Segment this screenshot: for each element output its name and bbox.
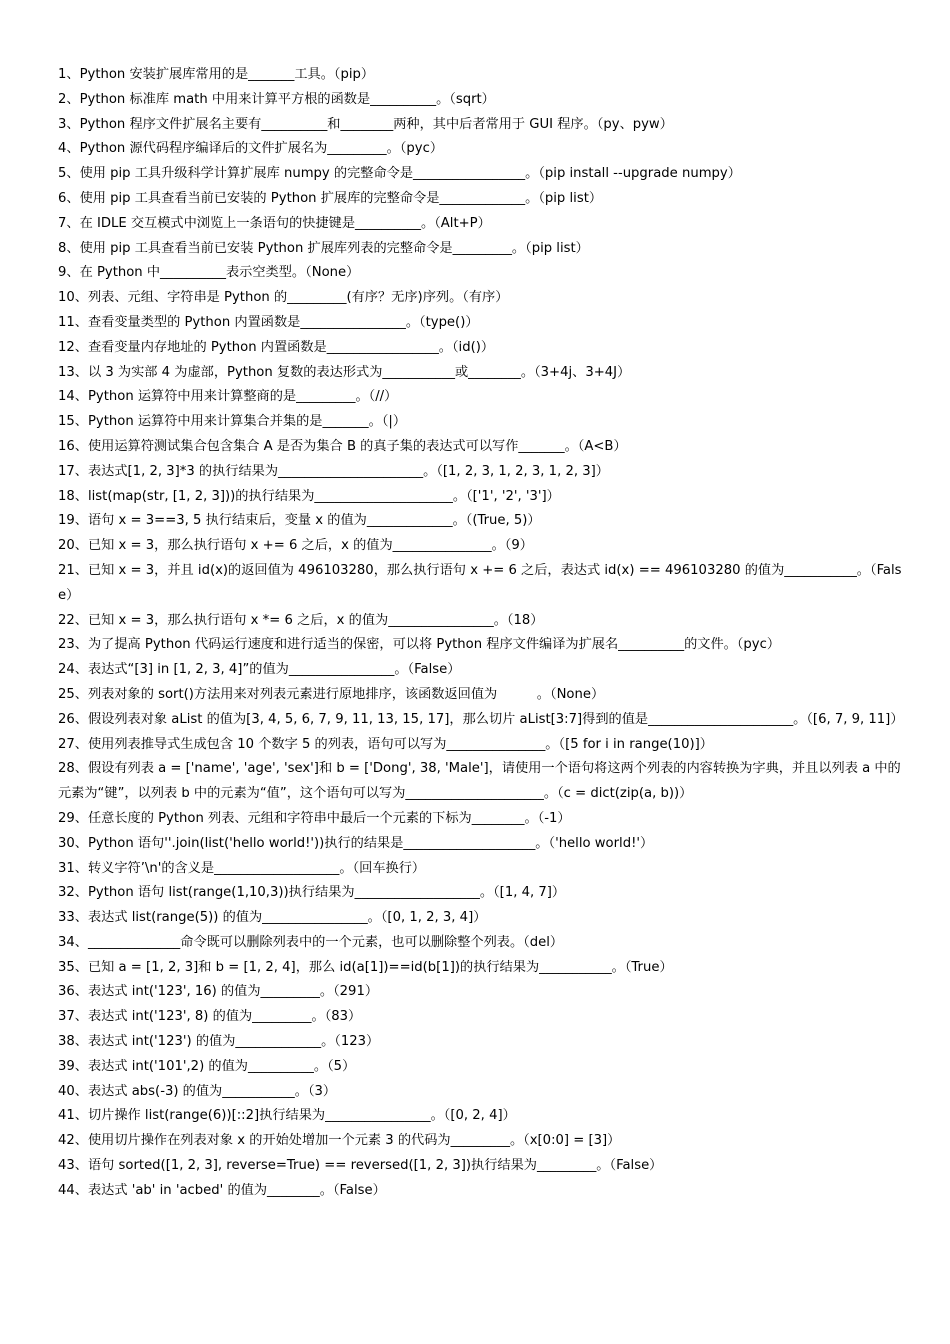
question-12: 12、查看变量内存地址的 Python 内置函数是_________________。（id()） <box>58 339 495 355</box>
question-30: 30、Python 语句''.join(list('hello world!'))执行的结果是____________________。（'hello world!'） <box>58 835 654 851</box>
question-39: 39、表达式 int('101',2) 的值为__________。（5） <box>58 1058 356 1074</box>
question-43: 43、语句 sorted([1, 2, 3], reverse=True) == reversed([1, 2, 3])执行结果为_________。（False） <box>58 1158 663 1174</box>
question-19: 19、语句 x = 3==3, 5 执行结束后，变量 x 的值为_____________。（(True, 5)） <box>58 513 541 529</box>
question-27: 27、使用列表推导式生成包含 10 个数字 5 的列表，语句可以写为_______________。（[5 for i in range(10)]） <box>58 736 713 752</box>
question-21: 21、已知 x = 3，并且 id(x)的返回值为 496103280，那么执行语句 x += 6 之后，表达式 id(x) == 496103280 的值为___________。（False） <box>58 562 902 603</box>
question-22: 22、已知 x = 3，那么执行语句 x *= 6 之后，x 的值为________________。（18） <box>58 612 544 628</box>
question-20: 20、已知 x = 3，那么执行语句 x += 6 之后，x 的值为_______________。（9） <box>58 538 533 554</box>
question-15: 15、Python 运算符中用来计算集合并集的是_______。（|） <box>58 414 407 430</box>
question-list <box>58 63 910 1204</box>
question-16: 16、使用运算符测试集合包含集合 A 是否为集合 B 的真子集的表达式可以写作_______。（A<B） <box>58 438 627 454</box>
question-44: 44、表达式 'ab' in 'acbed' 的值为________。（False） <box>58 1182 386 1198</box>
question-24: 24、表达式“[3] in [1, 2, 3, 4]”的值为________________。（False） <box>58 662 461 678</box>
question-33: 33、表达式 list(range(5)) 的值为________________。（[0, 1, 2, 3, 4]） <box>58 910 487 926</box>
question-7: 7、在 IDLE 交互模式中浏览上一条语句的快捷键是__________。（Alt+P） <box>58 215 491 231</box>
question-6: 6、使用 pip 工具查看当前已安装的 Python 扩展库的完整命令是_____________。（pip list） <box>58 190 603 206</box>
question-26: 26、假设列表对象 aList 的值为[3, 4, 5, 6, 7, 9, 11, 13, 15, 17]，那么切片 aList[3:7]得到的值是______________________。（[6, 7, 9, 11]） <box>58 711 904 727</box>
question-37: 37、表达式 int('123', 8) 的值为_________。（83） <box>58 1009 362 1025</box>
question-10: 10、列表、元组、字符串是 Python 的_________(有序？无序)序列。（有序） <box>58 290 509 306</box>
question-32: 32、Python 语句 list(range(1,10,3))执行结果为___________________。（[1, 4, 7]） <box>58 885 566 901</box>
question-35: 35、已知 a = [1, 2, 3]和 b = [1, 2, 4]，那么 id(a[1])==id(b[1])的执行结果为___________。（True） <box>58 959 673 975</box>
question-4: 4、Python 源代码程序编译后的文件扩展名为_________。（pyc） <box>58 141 444 157</box>
question-25: 25、列表对象的 sort()方法用来对列表元素进行原地排序，该函数返回值为 。（None） <box>58 686 605 702</box>
question-34: 34、______________命令既可以删除列表中的一个元素，也可以删除整个列表。（del） <box>58 934 564 950</box>
question-29: 29、任意长度的 Python 列表、元组和字符串中最后一个元素的下标为________。（-1） <box>58 810 571 826</box>
question-11: 11、查看变量类型的 Python 内置函数是________________。（type()） <box>58 314 479 330</box>
question-5: 5、使用 pip 工具升级科学计算扩展库 numpy 的完整命令是_________________。（pip install --upgrade numpy） <box>58 166 741 182</box>
question-40: 40、表达式 abs(-3) 的值为___________。（3） <box>58 1083 337 1099</box>
question-14: 14、Python 运算符中用来计算整商的是_________。（//） <box>58 389 398 405</box>
question-13: 13、以 3 为实部 4 为虚部，Python 复数的表达形式为___________或________。（3+4j、3+4J） <box>58 364 631 380</box>
question-1: 1、Python 安装扩展库常用的是_______工具。（pip） <box>58 67 375 82</box>
question-28: 28、假设有列表 a = ['name', 'age', 'sex']和 b = ['Dong', 38, 'Male']，请使用一个语句将这两个列表的内容转换为字典，并且以列表 a 中的元素为“键”，以列表 b 中的元素为“值”，这个语句可以写为_____________________。（c = dict(zip(a, b))） <box>58 761 901 802</box>
question-18: 18、list(map(str, [1, 2, 3]))的执行结果为_____________________。（['1', '2', '3']） <box>58 488 560 504</box>
question-17: 17、表达式[1, 2, 3]*3 的执行结果为______________________。（[1, 2, 3, 1, 2, 3, 1, 2, 3]） <box>58 463 609 479</box>
question-8: 8、使用 pip 工具查看当前已安装 Python 扩展库列表的完整命令是_________。（pip list） <box>58 240 589 256</box>
question-42: 42、使用切片操作在列表对象 x 的开始处增加一个元素 3 的代码为_________。（x[0:0] = [3]） <box>58 1133 621 1149</box>
question-3: 3、Python 程序文件扩展名主要有__________和________两种，其中后者常用于 GUI 程序。（py、pyw） <box>58 116 673 132</box>
question-9: 9、在 Python 中__________表示空类型。（None） <box>58 265 360 281</box>
question-38: 38、表达式 int('123') 的值为_____________。（123） <box>58 1034 380 1050</box>
question-23: 23、为了提高 Python 代码运行速度和进行适当的保密，可以将 Python 程序文件编译为扩展名__________的文件。（pyc） <box>58 637 781 653</box>
question-31: 31、转义字符’\n'的含义是___________________。（回车换行） <box>58 860 426 876</box>
question-36: 36、表达式 int('123', 16) 的值为_________。（291） <box>58 984 379 1000</box>
question-41: 41、切片操作 list(range(6))[::2]执行结果为________________。（[0, 2, 4]） <box>58 1108 516 1124</box>
question-2: 2、Python 标准库 math 中用来计算平方根的函数是__________。（sqrt） <box>58 91 495 107</box>
